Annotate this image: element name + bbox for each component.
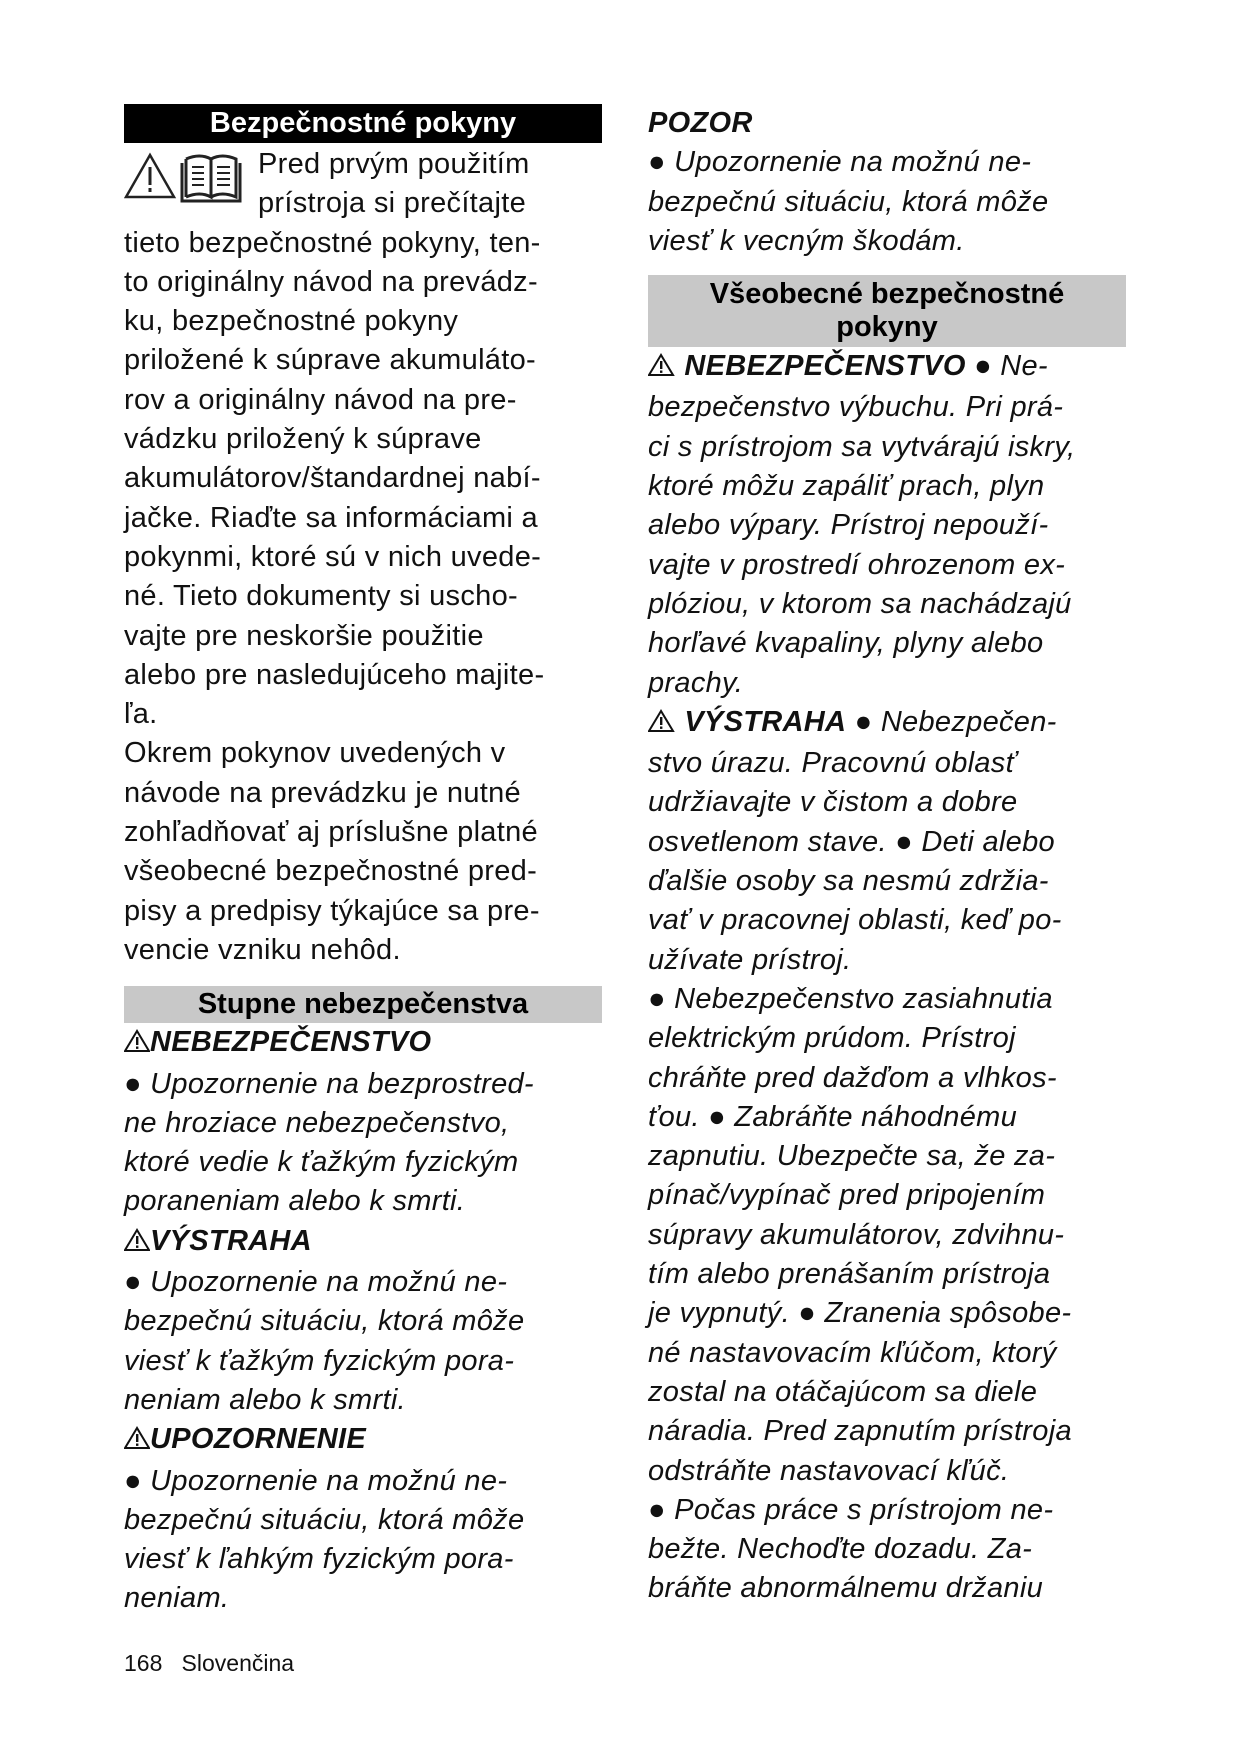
warning-line: udržiavajte v čistom a dobre: [648, 786, 1018, 819]
warning-line: zapnutiu. Ubezpečte sa, že za-: [648, 1140, 1056, 1173]
level-line: viesť k ľahkým fyzickým pora-: [124, 1543, 514, 1576]
level-line: poraneniam alebo k smrti.: [124, 1185, 466, 1218]
warning-line: chráňte pred dažďom a vlhkos-: [648, 1061, 1057, 1094]
danger-line: vajte v prostredí ohrozenom ex-: [648, 548, 1066, 581]
warning-line: bežte. Nechoďte dozadu. Za-: [648, 1533, 1033, 1566]
level-line: neniam.: [124, 1582, 230, 1615]
hazard-level-warning: [124, 1222, 602, 1420]
danger-line: prachy.: [648, 666, 744, 699]
body-line: tieto bezpečnostné pokyny, ten-: [124, 226, 541, 259]
body-line: jačke. Riaďte sa informáciami a: [124, 501, 538, 534]
danger-section: [648, 347, 1126, 703]
safety-instructions-header: Bezpečnostné pokyny: [124, 104, 602, 143]
warning-label: VÝSTRAHA: [124, 1222, 602, 1263]
warning-line: bráňte abnormálnemu držaniu: [648, 1572, 1043, 1605]
intro-line: prístroja si prečítajte: [258, 187, 526, 220]
intro-paragraph: [124, 145, 602, 734]
body-line: zohľadňovať aj príslušne platné: [124, 816, 538, 849]
body-line: pisy a predpisy týkajúce sa pre-: [124, 894, 540, 927]
danger-tail: ● Ne-: [974, 350, 1048, 383]
danger-line: horľavé kvapaliny, plyny alebo: [648, 627, 1044, 660]
left-column: [124, 104, 602, 1619]
body-line: alebo pre nasledujúceho majite-: [124, 658, 545, 691]
warning-line: osvetlenom stave. ● Deti alebo: [648, 825, 1055, 858]
body-line: to originálny návod na prevádz-: [124, 265, 538, 298]
danger-line: alebo výpary. Prístroj nepouží-: [648, 509, 1049, 542]
level-line: bezpečnú situáciu, ktorá môže: [124, 1503, 525, 1536]
body-line: rov a originálny návod na pre-: [124, 383, 517, 416]
warning-line: ďalšie osoby sa nesmú zdržia-: [648, 865, 1049, 898]
level-line: bezpečnú situáciu, ktorá môže: [124, 1305, 525, 1338]
body-line: né. Tieto dokumenty si uscho-: [124, 580, 518, 613]
danger-line: plóziou, v ktorom sa nachádzajú: [648, 587, 1072, 620]
manual-book-icon: [182, 156, 240, 201]
warning-line: ● Počas práce s prístrojom ne-: [648, 1493, 1054, 1526]
body-line: vádzku priložený k súprave: [124, 423, 482, 456]
warning-triangle-icon: [124, 1224, 150, 1263]
level-line: ● Upozornenie na možnú ne-: [124, 1464, 508, 1497]
right-column: [648, 104, 1126, 1609]
body-line: pokynmi, ktoré sú v nich uvede-: [124, 540, 542, 573]
hazard-levels-header: Stupne nebezpečenstva: [124, 986, 602, 1023]
notice-line: bezpečnú situáciu, ktorá môže: [648, 185, 1049, 218]
warning-line: zostal na otáčajúcom sa diele: [648, 1375, 1038, 1408]
body-line: návode na prevádzku je nutné: [124, 776, 521, 809]
page-footer: [124, 1650, 294, 1677]
warning-triangle-icon: [126, 155, 174, 197]
level-line: viesť k ťažkým fyzickým pora-: [124, 1344, 515, 1377]
warning-line: odstráňte nastavovací kľúč.: [648, 1454, 1010, 1487]
danger-line: ci s prístrojom sa vytvárajú iskry,: [648, 430, 1076, 463]
header-line: pokyny: [836, 311, 938, 344]
warning-triangle-icon: [648, 705, 676, 744]
level-line: ● Upozornenie na možnú ne-: [124, 1266, 508, 1299]
warning-line: ● Nebezpečenstvo zasiahnutia: [648, 982, 1053, 1015]
warning-line: stvo úrazu. Pracovnú oblasť: [648, 747, 1017, 780]
page-number: 168: [124, 1650, 163, 1676]
general-safety-header: [648, 275, 1126, 347]
footer-language: Slovenčina: [181, 1650, 295, 1676]
warning-line: né nastavovacím kľúčom, ktorý: [648, 1336, 1057, 1369]
intro-line: Pred prvým použitím: [258, 148, 530, 180]
warning-line: ťou. ● Zabráňte náhodnému: [648, 1100, 1018, 1133]
level-line: ne hroziace nebezpečenstvo,: [124, 1106, 510, 1139]
body-line: ku, bezpečnostné pokyny: [124, 305, 459, 338]
body-line: akumulátorov/štandardnej nabí-: [124, 462, 541, 495]
body-line: Okrem pokynov uvedených v: [124, 737, 506, 770]
body-line: vencie vzniku nehôd.: [124, 933, 401, 966]
warning-section: [648, 703, 1126, 1609]
level-line: ● Upozornenie na bezprostred-: [124, 1067, 534, 1100]
warning-line: užívate prístroj.: [648, 943, 852, 976]
regulations-paragraph: [124, 734, 602, 970]
notice-line: ● Upozornenie na možnú ne-: [648, 146, 1032, 179]
level-line: ktoré vedie k ťažkým fyzickým: [124, 1146, 519, 1179]
danger-line: bezpečenstvo výbuchu. Pri prá-: [648, 391, 1064, 424]
body-line: vajte pre neskoršie použitie: [124, 619, 484, 652]
warning-line: tím alebo prenášaním prístroja: [648, 1258, 1051, 1291]
warning-triangle-icon: [124, 1025, 150, 1064]
body-line: priložené k súprave akumuláto-: [124, 344, 536, 377]
header-line: Všeobecné bezpečnostné: [709, 278, 1065, 311]
caution-label: UPOZORNENIE: [124, 1420, 602, 1461]
danger-first-line: [648, 347, 1126, 388]
notice-line: viesť k vecným škodám.: [648, 224, 965, 257]
warning-line: súpravy akumulátorov, zdvihnu-: [648, 1218, 1065, 1251]
body-line: ľa.: [124, 698, 158, 731]
warning-line: vať v pracovnej oblasti, keď po-: [648, 904, 1062, 937]
danger-line: ktoré môžu zapáliť prach, plyn: [648, 470, 1045, 503]
warning-line: pínač/vypínač pred pripojením: [648, 1179, 1046, 1212]
hazard-level-caution: [124, 1420, 602, 1618]
danger-label: NEBEZPEČENSTVO: [684, 350, 966, 383]
level-line: neniam alebo k smrti.: [124, 1383, 406, 1416]
warning-label: VÝSTRAHA: [684, 705, 847, 738]
hazard-level-danger: [124, 1023, 602, 1221]
intro-icons: [124, 145, 249, 223]
pozor-label: POZOR: [648, 107, 753, 139]
warning-triangle-icon: [124, 1422, 150, 1461]
warning-tail: ● Nebezpečen-: [854, 705, 1057, 738]
notice-level: [648, 104, 1126, 261]
warning-line: elektrickým prúdom. Prístroj: [648, 1022, 1016, 1055]
warning-triangle-icon: [648, 349, 676, 388]
warning-line: náradia. Pred zapnutím prístroja: [648, 1415, 1072, 1448]
body-line: všeobecné bezpečnostné pred-: [124, 855, 538, 888]
danger-label: NEBEZPEČENSTVO: [124, 1023, 602, 1064]
warning-line: je vypnutý. ● Zranenia spôsobe-: [648, 1297, 1072, 1330]
warning-first-line: [648, 703, 1126, 744]
